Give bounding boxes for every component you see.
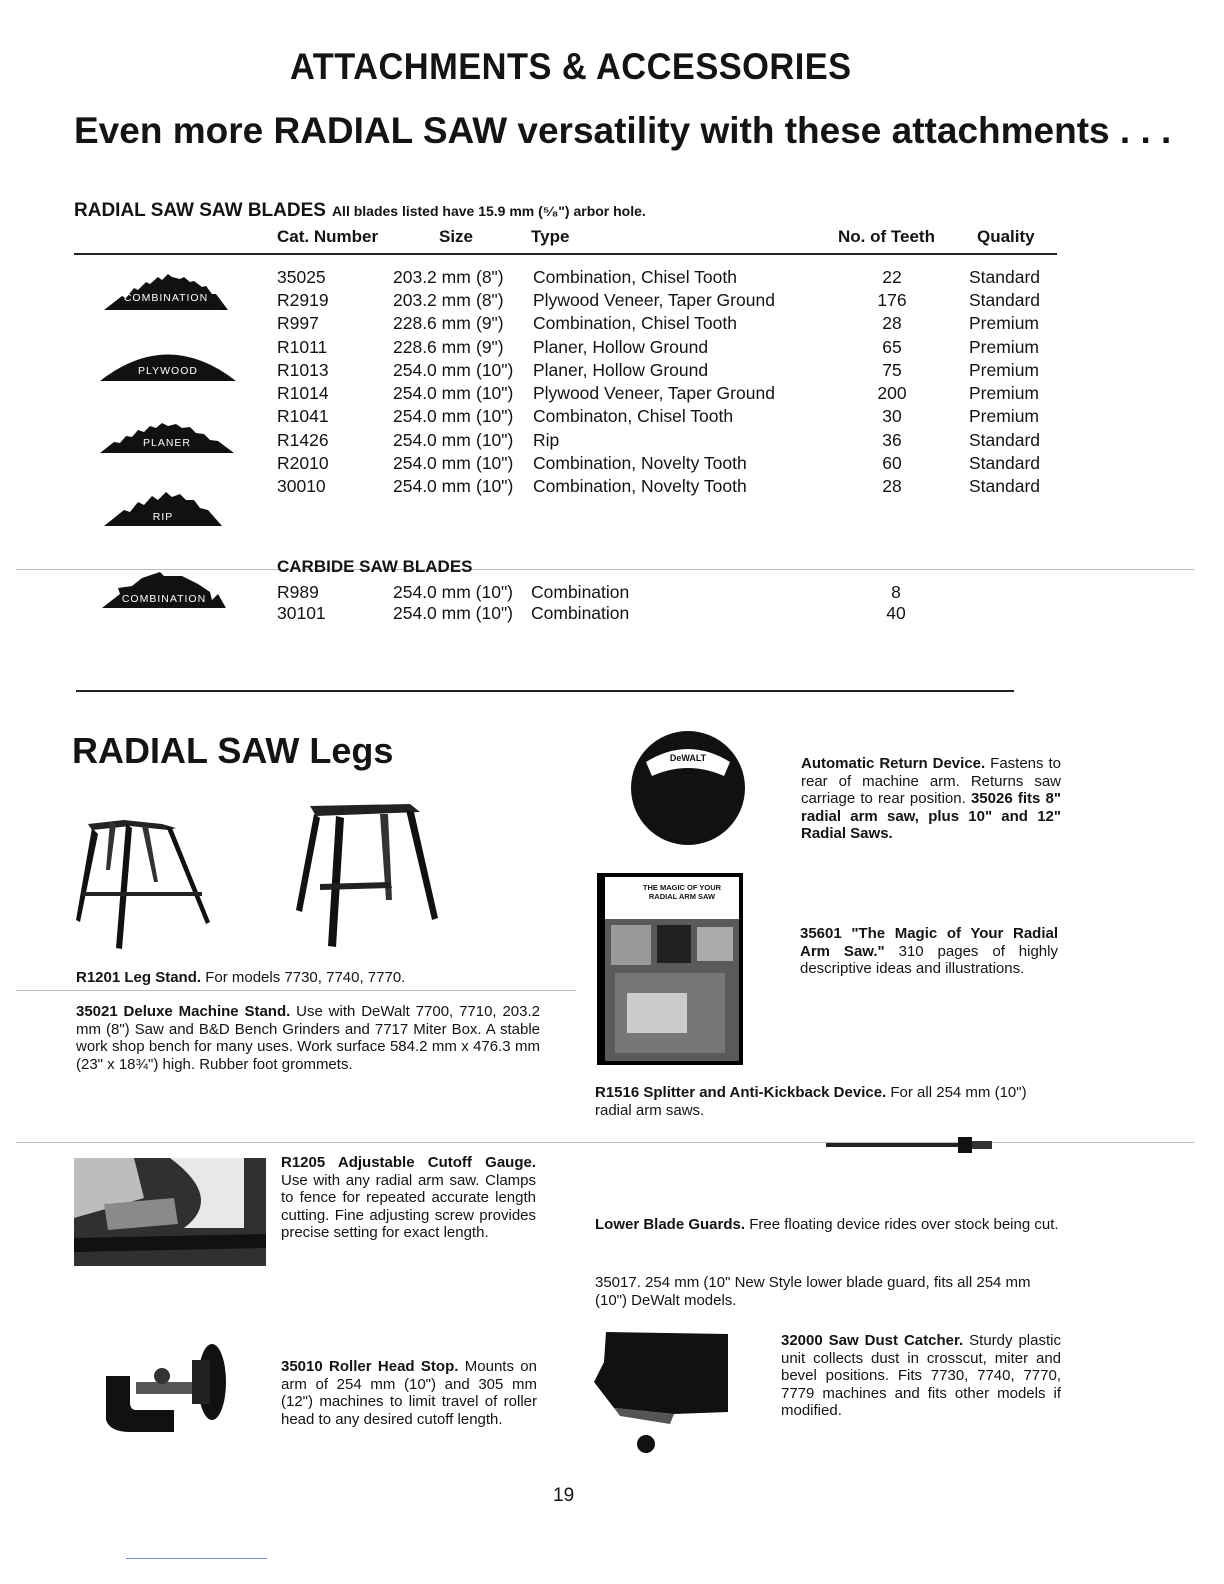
lower-guard-text: Free floating device rides over stock being cut.: [745, 1216, 1059, 1233]
quality: Standard: [969, 453, 1041, 473]
lower-guard-description: [595, 1216, 1060, 1234]
rip-blade-image: [104, 488, 222, 528]
blade-type: Planer, Hollow Ground: [533, 337, 709, 357]
quality: Standard: [969, 430, 1041, 450]
r1516-text: For all 254 mm (10") radial arm saws.: [595, 1084, 1027, 1119]
blade-label: RIP: [152, 511, 174, 523]
size-inch: (10"): [476, 430, 514, 450]
divider: [16, 990, 576, 991]
teeth-count: 28: [882, 476, 902, 496]
book-cover-title: THE MAGIC OF YOUR RADIAL ARM SAW: [642, 883, 722, 901]
planer-blade-image: [100, 412, 234, 454]
cat-number: R1014: [277, 383, 329, 403]
quality: Premium: [969, 360, 1040, 380]
combination-blade-image: [104, 268, 228, 312]
teeth-count: 200: [877, 383, 907, 403]
teeth-count: 8: [891, 582, 901, 602]
table-row: [0, 313, 1224, 336]
carbide-title: CARBIDE SAW BLADES: [277, 557, 473, 576]
book-description: [800, 925, 1058, 978]
cat-number: R1041: [277, 406, 329, 426]
teeth-count: 176: [877, 290, 907, 310]
s35021-text: Use with DeWalt 7700, 7710, 203.2 mm (8") Saw and B&D Bench Grinders and 7717 Miter Box. A stable work shop bench for many uses. Work surface 584.2 mm x 476.3 mm (23" x 18¾") high. Rubber foot grommets.: [76, 1003, 540, 1073]
teeth-count: 30: [882, 406, 902, 426]
col-teeth: No. of Teeth: [838, 227, 935, 246]
s35010-text: Mounts on arm of 254 mm (10") and 305 mm (12") machines to limit travel of roller head to any desired cutoff length.: [281, 1358, 537, 1428]
quality: Premium: [969, 383, 1040, 403]
cat-number: 30010: [277, 476, 326, 496]
roller-head-stop-image: [100, 1340, 234, 1436]
quality: Standard: [969, 267, 1041, 287]
legs-title: RADIAL SAW Legs: [72, 730, 394, 771]
carbide-divider: [16, 569, 1194, 570]
blade-label: PLYWOOD: [138, 365, 198, 377]
headline: Even more RADIAL SAW versatility with these attachments . . .: [74, 110, 1172, 151]
cat-number: R997: [277, 313, 319, 333]
cat-number: 30101: [277, 603, 326, 623]
blade-type: Combination, Novelty Tooth: [533, 453, 747, 473]
section-rule: [76, 690, 1014, 692]
size-inch: (10"): [476, 360, 514, 380]
table-row: [0, 603, 1224, 626]
auto-return-title: Automatic Return Device.: [801, 755, 986, 772]
size-mm: 254.0 mm: [393, 360, 471, 380]
lower-guard-title: Lower Blade Guards.: [595, 1216, 746, 1233]
footer-line: [126, 1558, 267, 1559]
blades-arbor-note: All blades listed have 15.9 mm (⁵⁄₈") arbor hole.: [331, 203, 646, 219]
size-inch: (10"): [476, 453, 514, 473]
book-text: 310 pages of highly descriptive ideas and illustrations.: [800, 942, 1058, 977]
divider: [16, 1142, 1194, 1143]
cat-number: 35025: [277, 267, 326, 287]
teeth-count: 22: [882, 267, 902, 287]
size-mm: 228.6 mm: [393, 337, 471, 357]
size-mm: 228.6 mm: [393, 313, 471, 333]
size-inch: (10"): [476, 406, 514, 426]
r1205-description: [281, 1154, 536, 1242]
page-number: 19: [553, 1485, 575, 1506]
quality: Premium: [969, 337, 1040, 357]
book-cover-image: [597, 873, 743, 1065]
dewalt-logo: DeWALT: [669, 753, 707, 763]
leg-stand-image: [70, 812, 220, 952]
book-title: 35601 "The Magic of Your Radial Arm Saw.": [800, 925, 1058, 960]
teeth-count: 40: [886, 603, 906, 623]
size-mm: 203.2 mm: [393, 267, 471, 287]
s35010-title: 35010 Roller Head Stop.: [281, 1358, 459, 1375]
col-type: Type: [531, 227, 570, 246]
blade-type: Combination, Chisel Tooth: [533, 313, 737, 333]
blade-label: PLANER: [142, 437, 191, 449]
cat-number: R2010: [277, 453, 329, 473]
cat-number: R1011: [277, 337, 328, 357]
size-mm: 254.0 mm: [393, 430, 471, 450]
r1516-description: [595, 1084, 1065, 1119]
size: 254.0 mm (10"): [393, 582, 514, 602]
col-size: Size: [439, 227, 474, 246]
size-inch: (9"): [476, 337, 504, 357]
blade-type: Combinaton, Chisel Tooth: [533, 406, 734, 426]
size-mm: 203.2 mm: [393, 290, 471, 310]
size-mm: 254.0 mm: [393, 453, 471, 473]
size-inch: (10"): [476, 476, 514, 496]
quality: Standard: [969, 476, 1041, 496]
automatic-return-device-image: [628, 728, 748, 846]
blades-section-title: [74, 200, 646, 222]
r1201-description: [76, 969, 556, 987]
splitter-image: [826, 1133, 994, 1157]
col-quality: Quality: [977, 227, 1035, 246]
s35021-description: [76, 1003, 540, 1073]
r1201-text: For models 7730, 7740, 7770.: [201, 969, 406, 986]
page-title: ATTACHMENTS & ACCESSORIES: [290, 46, 852, 87]
blade-type: Plywood Veneer, Taper Ground: [533, 383, 775, 403]
auto-return-description: [801, 755, 1061, 843]
cat-number: R1426: [277, 430, 329, 450]
s35021-title: 35021 Deluxe Machine Stand.: [76, 1003, 291, 1020]
blade-type: Combination: [531, 603, 630, 623]
machine-stand-image: [290, 800, 440, 950]
auto-return-text: Fastens to rear of machine arm. Returns saw carriage to rear position.: [801, 755, 1061, 807]
quality: Standard: [969, 290, 1041, 310]
cutoff-gauge-image: [74, 1158, 266, 1266]
cat-number: R989: [277, 582, 319, 602]
blade-type: Planer, Hollow Ground: [533, 360, 709, 380]
size-mm: 254.0 mm: [393, 383, 471, 403]
s35010-description: [281, 1358, 537, 1428]
size-inch: (8"): [476, 290, 504, 310]
plywood-blade-image: [100, 340, 236, 382]
dust-catcher-text: Sturdy plastic unit collects dust in crosscut, miter and bevel positions. Fits 7730, 7740, 7770, 7779 machines and fits other models if modified.: [781, 1332, 1061, 1419]
size-inch: (9"): [476, 313, 504, 333]
blade-type: Combination, Novelty Tooth: [533, 476, 747, 496]
r1516-title: R1516 Splitter and Anti-Kickback Device.: [595, 1084, 887, 1101]
teeth-count: 65: [882, 337, 902, 357]
dust-catcher-description: [781, 1332, 1061, 1420]
r1201-title: R1201 Leg Stand.: [76, 969, 202, 986]
size-inch: (10"): [476, 383, 514, 403]
header-rule: [74, 253, 1057, 255]
quality: Premium: [969, 313, 1040, 333]
blade-label: COMBINATION: [121, 593, 207, 605]
auto-return-35026: 35026 fits 8" radial arm saw, plus 10" and 12" Radial Saws.: [801, 790, 1061, 842]
blades-title-text: RADIAL SAW SAW BLADES: [74, 200, 326, 221]
dust-catcher-image: [594, 1332, 730, 1456]
blade-type: Combination: [531, 582, 630, 602]
size: 254.0 mm (10"): [393, 603, 514, 623]
quality: Premium: [969, 406, 1040, 426]
cat-number: R2919: [277, 290, 329, 310]
r1205-title: R1205 Adjustable Cutoff Gauge.: [281, 1154, 536, 1171]
size-mm: 254.0 mm: [393, 476, 471, 496]
size-inch: (8"): [476, 267, 504, 287]
r1205-text: Use with any radial arm saw. Clamps to fence for repeated accurate length cutting. Fine adjusting screw provides precise setting for exact length.: [281, 1171, 536, 1241]
size-mm: 254.0 mm: [393, 406, 471, 426]
s35017-description: 35017. 254 mm (10" New Style lower blade guard, fits all 254 mm (10") DeWalt models.: [595, 1274, 1031, 1309]
table-row: [0, 383, 1224, 406]
table-row: [0, 582, 1224, 605]
blade-label: COMBINATION: [123, 292, 209, 304]
table-row: [0, 453, 1224, 476]
dust-catcher-title: 32000 Saw Dust Catcher.: [781, 1332, 964, 1349]
cat-number: R1013: [277, 360, 329, 380]
teeth-count: 60: [882, 453, 902, 473]
blade-type: Combination, Chisel Tooth: [533, 267, 737, 287]
blade-type: Rip: [533, 430, 560, 450]
teeth-count: 28: [882, 313, 902, 333]
teeth-count: 36: [882, 430, 902, 450]
blade-type: Plywood Veneer, Taper Ground: [533, 290, 775, 310]
col-cat-number: Cat. Number: [277, 227, 379, 246]
teeth-count: 75: [882, 360, 902, 380]
